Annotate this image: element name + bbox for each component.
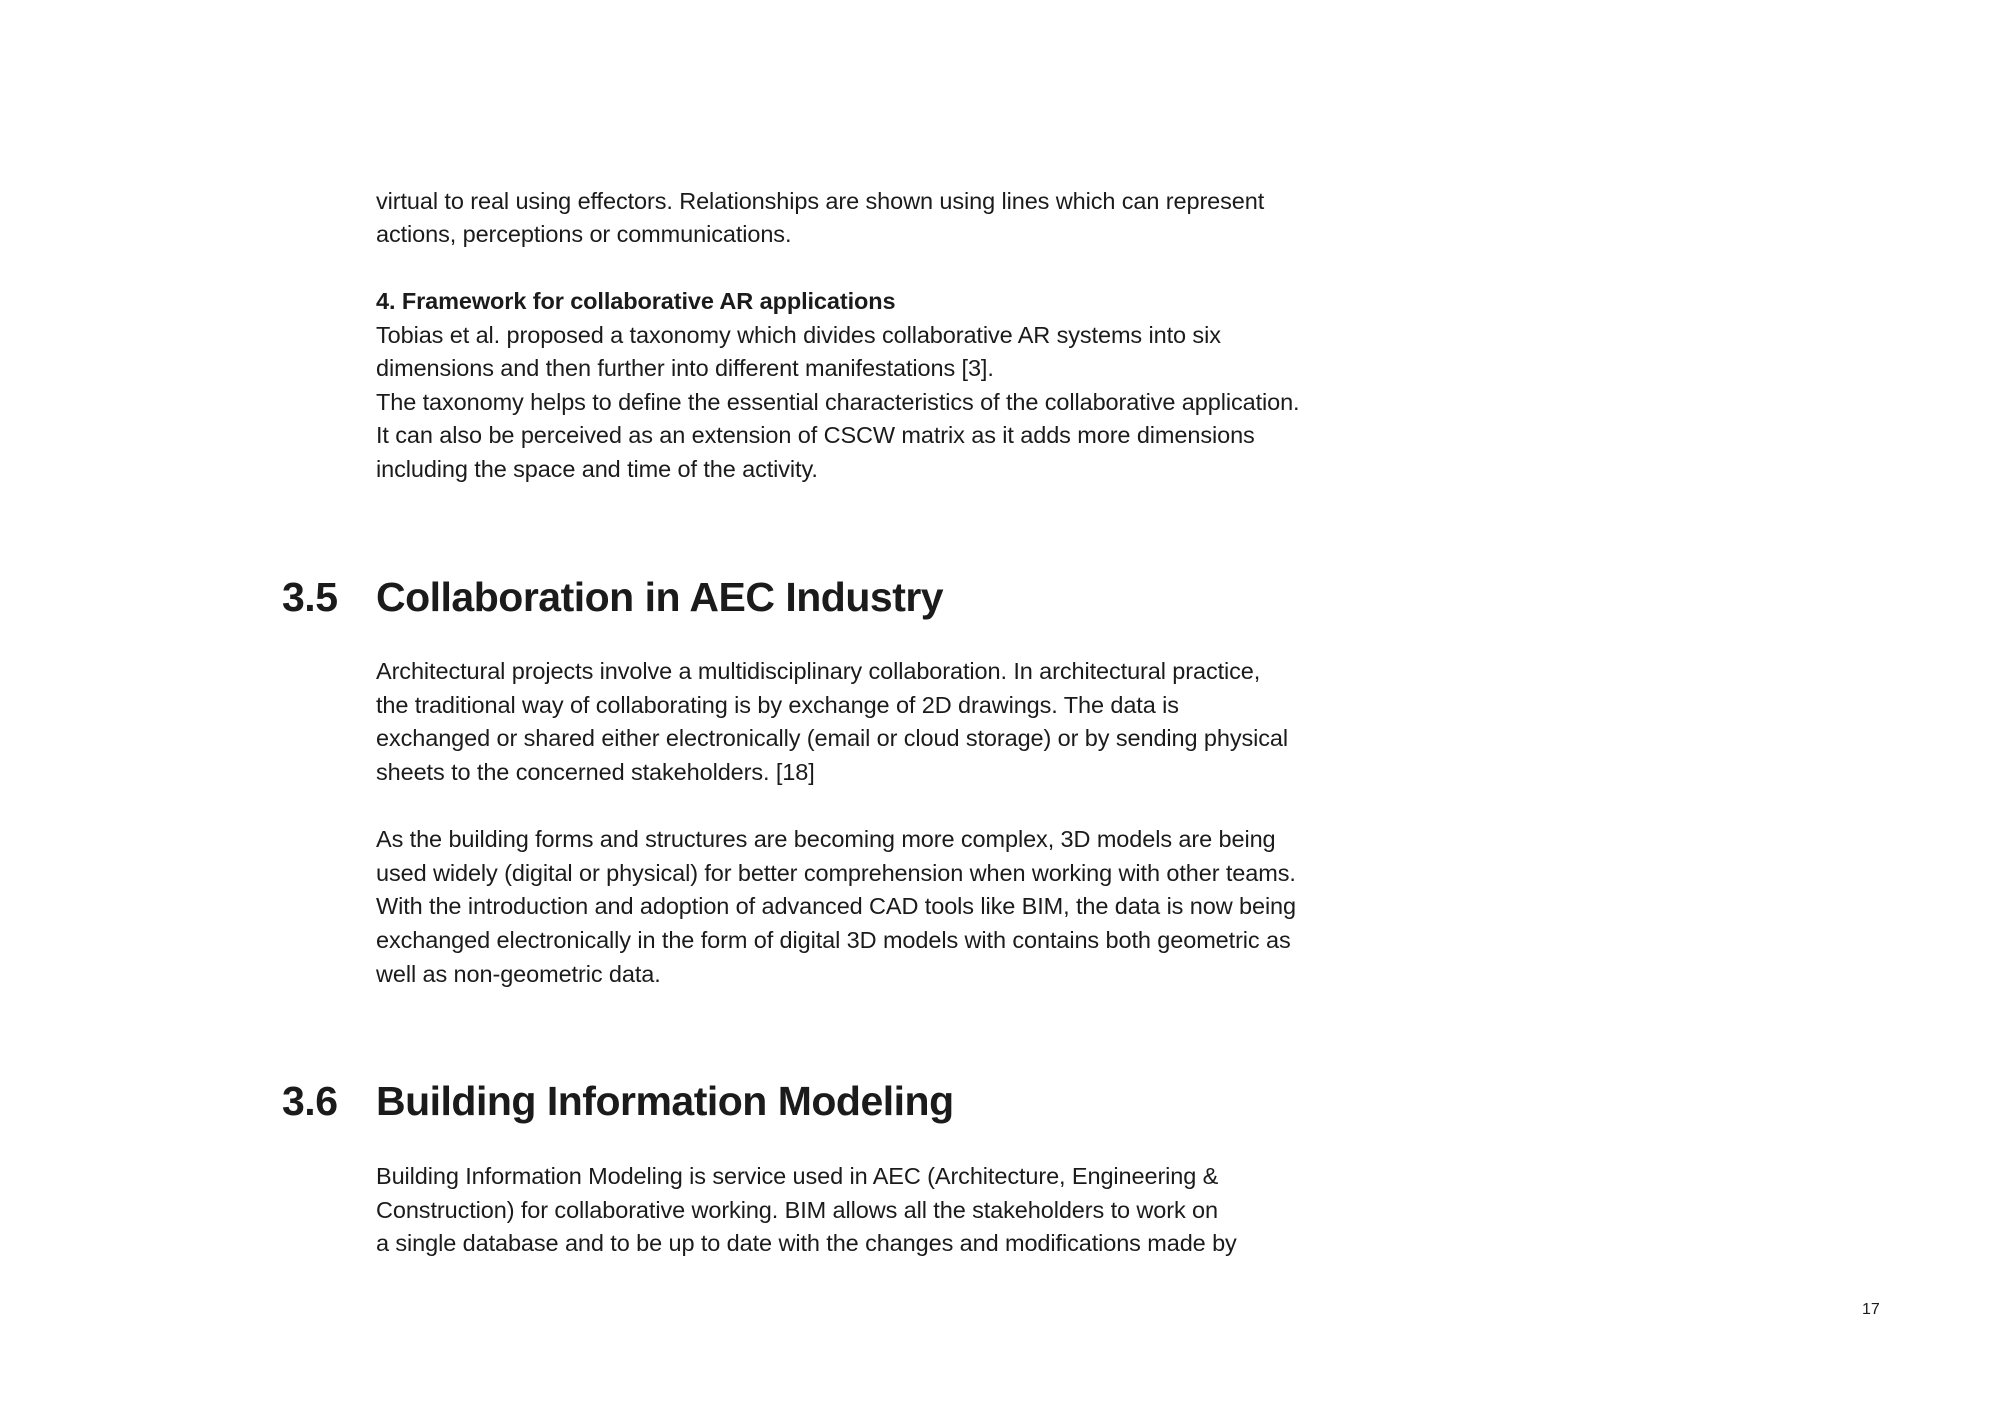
framework-line-4: It can also be perceived as an extension of CSCW matrix as it adds more dimensions [376, 422, 1255, 448]
section-3-5-p1-line-2: the traditional way of collaborating is by exchange of 2D drawings. The data is [376, 692, 1179, 718]
framework-line-1: Tobias et al. proposed a taxonomy which divides collaborative AR systems into six [376, 322, 1221, 348]
section-3-5-p2-line-2: used widely (digital or physical) for better comprehension when working with other teams. [376, 860, 1296, 886]
framework-line-3: The taxonomy helps to define the essential characteristics of the collaborative application. [376, 389, 1300, 415]
section-3-5-p2-line-4: exchanged electronically in the form of digital 3D models with contains both geometric as [376, 927, 1291, 953]
section-3-5-p2-line-3: With the introduction and adoption of advanced CAD tools like BIM, the data is now being [376, 893, 1297, 919]
intro-line-1: virtual to real using effectors. Relationships are shown using lines which can represent [376, 188, 1265, 214]
section-3-5-number: 3.5 [282, 574, 338, 620]
section-3-6-p1-line-3: a single database and to be up to date with the changes and modifications made by [376, 1230, 1237, 1256]
section-3-5-p1-line-1: Architectural projects involve a multidisciplinary collaboration. In architectural practice, [376, 658, 1261, 684]
framework-heading: 4. Framework for collaborative AR applications [376, 288, 896, 314]
intro-line-2: actions, perceptions or communications. [376, 221, 792, 247]
section-3-6-p1-line-1: Building Information Modeling is service used in AEC (Architecture, Engineering & [376, 1163, 1219, 1189]
section-3-5-p1-line-3: exchanged or shared either electronically (email or cloud storage) or by sending physical [376, 725, 1289, 751]
section-3-5-p2-line-5: well as non-geometric data. [376, 961, 661, 987]
section-3-6-p1-line-2: Construction) for collaborative working. BIM allows all the stakeholders to work on [376, 1197, 1218, 1223]
section-3-5-p1-line-4: sheets to the concerned stakeholders. [18] [376, 759, 815, 785]
section-3-6-title: Building Information Modeling [376, 1078, 954, 1124]
section-3-5-p2-line-1: As the building forms and structures are becoming more complex, 3D models are being [376, 826, 1276, 852]
framework-line-5: including the space and time of the activity. [376, 456, 818, 482]
section-3-6-number: 3.6 [282, 1078, 338, 1124]
section-3-5-title: Collaboration in AEC Industry [376, 574, 944, 620]
page-number: 17 [1862, 1301, 1880, 1318]
framework-line-2: dimensions and then further into different manifestations [3]. [376, 355, 994, 381]
